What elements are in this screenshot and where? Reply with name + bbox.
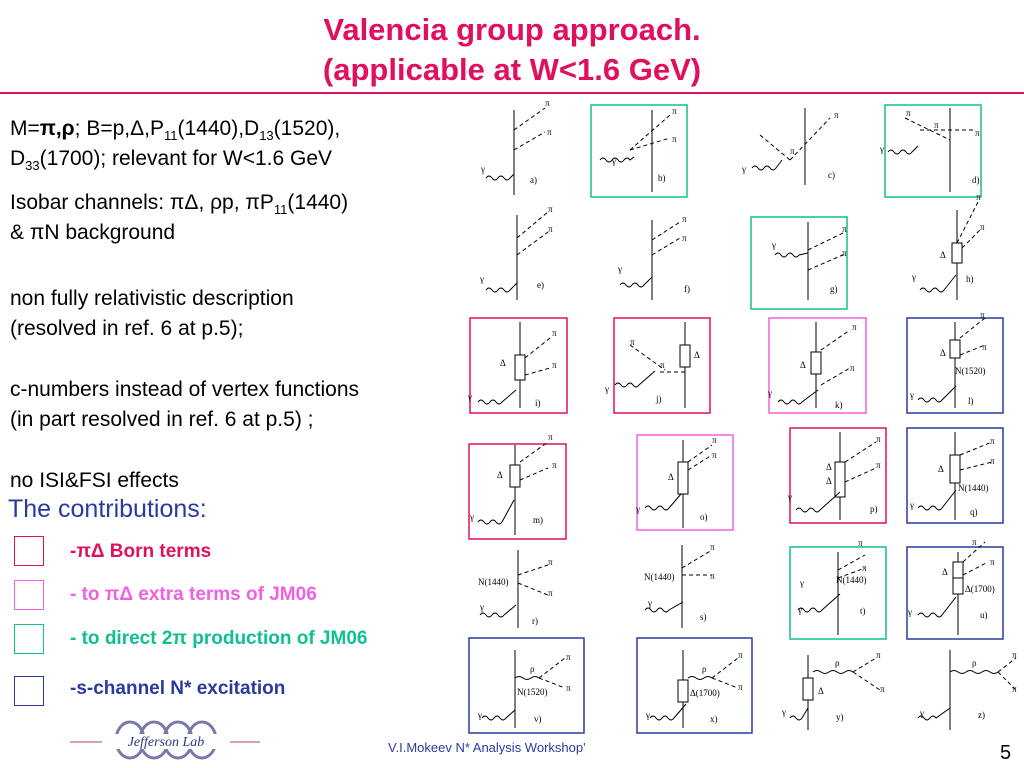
svg-text:l): l) [968, 396, 974, 406]
svg-text:π: π [975, 128, 980, 138]
svg-text:π: π [547, 127, 552, 137]
svg-text:π: π [710, 571, 715, 581]
frame-x [637, 638, 752, 733]
svg-text:π: π [876, 650, 881, 660]
svg-text:π: π [834, 110, 839, 120]
text-line-4: & πN background [10, 221, 176, 244]
svg-text:π: π [862, 563, 867, 573]
diagram-y [781, 650, 885, 730]
svg-text:π: π [738, 650, 743, 660]
svg-text:π: π [850, 363, 855, 373]
svg-text:b): b) [658, 173, 666, 183]
diagram-c [741, 108, 839, 185]
text-line-5: non fully relativistic description [10, 287, 294, 310]
diagram-b [600, 106, 677, 192]
svg-text:N(1520): N(1520) [517, 687, 548, 697]
svg-text:π: π [548, 224, 553, 234]
legend-label-direct: - to direct 2π production of JM06 [70, 628, 368, 649]
svg-text:h): h) [966, 274, 974, 284]
svg-text:g): g) [830, 284, 838, 294]
svg-text:γ: γ [782, 707, 786, 717]
svg-text:γ: γ [912, 272, 916, 282]
svg-text:γ: γ [468, 392, 472, 402]
svg-text:π: π [710, 542, 715, 552]
diagram-v [477, 650, 571, 728]
diagram-s [644, 542, 715, 628]
diagram-f [617, 214, 690, 300]
svg-text:π: π [552, 328, 557, 338]
svg-text:Δ: Δ [826, 462, 832, 472]
text-line-3: Isobar channels: πΔ, ρp, $\pi P_{11}(1440)$ [10, 191, 349, 218]
svg-text:γ: γ [480, 274, 484, 284]
svg-text:Δ: Δ [694, 350, 700, 360]
svg-text:γ: γ [920, 708, 924, 718]
svg-text:N(1440): N(1440) [644, 572, 675, 582]
title-line-1: Valencia group approach. [323, 12, 701, 47]
svg-text:γ: γ [618, 264, 622, 274]
svg-text:γ: γ [910, 390, 914, 400]
title-line-2: (applicable at W<1.6 GeV) [322, 52, 702, 87]
svg-text:γ: γ [910, 500, 914, 510]
diagram-a [480, 98, 552, 195]
svg-text:o): o) [700, 512, 708, 522]
svg-text:u): u) [980, 610, 988, 620]
svg-text:γ: γ [470, 512, 474, 522]
svg-text:t): t) [860, 606, 866, 616]
legend-label-born: -πΔ Born terms [70, 541, 212, 562]
svg-text:γ: γ [481, 164, 485, 174]
svg-text:π: π [548, 588, 553, 598]
svg-text:Δ: Δ [500, 358, 506, 368]
svg-text:π: π [852, 322, 857, 332]
svg-text:π: π [712, 435, 717, 445]
svg-text:π: π [976, 192, 981, 202]
svg-text:π: π [980, 310, 985, 320]
frame-b [591, 105, 687, 197]
diagram-i [467, 322, 557, 408]
svg-text:γ: γ [478, 710, 482, 720]
jefferson-lab-logo [70, 718, 260, 762]
svg-text:Δ: Δ [497, 470, 503, 480]
svg-text:π: π [548, 204, 553, 214]
svg-text:γ: γ [772, 240, 776, 250]
svg-text:N(1440): N(1440) [478, 577, 509, 587]
diagram-r [478, 550, 553, 628]
svg-text:γ: γ [798, 605, 802, 615]
svg-text:γ: γ [612, 156, 616, 166]
svg-text:π: π [790, 146, 795, 156]
svg-text:π: π [990, 557, 995, 567]
diagram-j [604, 322, 700, 408]
svg-text:π: π [1012, 650, 1017, 660]
svg-text:N(1520): N(1520) [955, 366, 986, 376]
legend-label-extra: - to πΔ extra terms of JM06 [70, 584, 317, 605]
diagram-h [911, 192, 985, 300]
svg-text:γ: γ [636, 504, 640, 514]
svg-text:ρ: ρ [835, 658, 840, 668]
svg-text:π: π [682, 214, 687, 224]
frame-d [885, 105, 981, 197]
svg-text:a): a) [530, 175, 537, 185]
svg-text:Δ(1700): Δ(1700) [965, 584, 995, 594]
svg-text:m): m) [533, 515, 543, 525]
svg-text:π: π [545, 98, 550, 108]
svg-text:π: π [876, 460, 881, 470]
svg-text:π: π [906, 108, 911, 118]
svg-text:π: π [972, 537, 977, 547]
diagram-u [907, 537, 995, 635]
svg-text:π: π [548, 557, 553, 567]
svg-text:Δ: Δ [940, 250, 946, 260]
svg-text:γ: γ [742, 164, 746, 174]
svg-text:π: π [672, 134, 677, 144]
contributions-heading: The contributions: [8, 495, 207, 523]
diagram-x [645, 650, 743, 728]
svg-text:π: π [548, 432, 553, 442]
svg-text:d): d) [972, 175, 980, 185]
svg-text:ρ: ρ [972, 658, 977, 668]
svg-text:q): q) [970, 507, 978, 517]
svg-text:s): s) [700, 612, 707, 622]
svg-text:k): k) [835, 400, 843, 410]
svg-text:c): c) [828, 170, 835, 180]
footer-text: V.I.Mokeev N* Analysis Workshop' [388, 740, 586, 755]
svg-text:γ: γ [788, 492, 792, 502]
page-number: 5 [1000, 742, 1012, 764]
diagram-p [787, 432, 881, 520]
svg-text:ρ: ρ [530, 664, 535, 674]
svg-text:π: π [1012, 684, 1017, 694]
svg-text:γ: γ [605, 384, 609, 394]
legend-label-schannel: -s-channel N* excitation [70, 678, 286, 699]
svg-text:π: π [990, 456, 995, 466]
svg-text:π: π [990, 436, 995, 446]
svg-text:π: π [842, 224, 847, 234]
svg-text:N(1440): N(1440) [958, 483, 989, 493]
svg-text:π: π [566, 652, 571, 662]
svg-text:π: π [982, 342, 987, 352]
svg-text:π: π [980, 222, 985, 232]
diagram-l [909, 310, 987, 408]
svg-text:γ: γ [648, 598, 652, 608]
svg-text:π: π [682, 233, 687, 243]
svg-text:Δ: Δ [938, 464, 944, 474]
svg-text:f): f) [684, 284, 690, 294]
svg-text:γ: γ [800, 578, 804, 588]
svg-text:π: π [858, 538, 863, 548]
svg-text:π: π [934, 120, 939, 130]
text-line-8: (in part resolved in ref. 6 at p.5) ; [10, 408, 314, 431]
diagram-t [797, 538, 867, 635]
svg-text:π: π [552, 360, 557, 370]
text-line-2: $D_{33}(1700)$; relevant for W<1.6 GeV [10, 147, 333, 174]
svg-text:z): z) [978, 710, 985, 720]
text-line-9: no ISI&FSI effects [10, 469, 179, 492]
svg-text:Jefferson Lab: Jefferson Lab [127, 735, 205, 750]
svg-text:j): j) [656, 394, 662, 404]
svg-text:π: π [876, 434, 881, 444]
svg-text:p): p) [870, 504, 878, 514]
svg-text:Δ: Δ [800, 360, 806, 370]
svg-text:π: π [738, 682, 743, 692]
svg-text:Δ: Δ [668, 472, 674, 482]
svg-text:γ: γ [908, 607, 912, 617]
svg-text:π: π [672, 106, 677, 116]
svg-text:y): y) [836, 712, 844, 722]
diagram-g [771, 222, 847, 300]
svg-text:e): e) [537, 280, 544, 290]
svg-text:Δ(1700): Δ(1700) [690, 688, 720, 698]
diagram-q [909, 432, 995, 520]
diagram-z [918, 650, 1017, 730]
svg-text:γ: γ [480, 602, 484, 612]
diagram-m [469, 432, 557, 535]
svg-text:x): x) [710, 714, 718, 724]
diagram-k [767, 322, 857, 410]
svg-text:ρ: ρ [702, 664, 707, 674]
frame-m [469, 444, 566, 539]
svg-text:π: π [660, 360, 665, 370]
svg-text:i): i) [535, 398, 541, 408]
diagram-o [635, 435, 717, 528]
svg-text:r): r) [532, 616, 538, 626]
svg-text:Δ: Δ [826, 476, 832, 486]
svg-text:π: π [566, 683, 571, 693]
svg-text:π: π [842, 248, 847, 258]
diagram-e [479, 204, 553, 300]
svg-text:γ: γ [646, 710, 650, 720]
diagram-d [879, 108, 980, 192]
svg-text:γ: γ [880, 144, 884, 154]
svg-text:γ: γ [768, 388, 772, 398]
svg-text:v): v) [534, 714, 542, 724]
svg-text:π: π [880, 684, 885, 694]
text-line-1: M=π,ρ; $B=p,\Delta,P_{11}(1440),D_{13}(1520)$, [10, 117, 341, 144]
text-line-7: c-numbers instead of vertex functions [10, 378, 360, 401]
svg-text:π: π [630, 337, 635, 347]
svg-text:Δ: Δ [940, 348, 946, 358]
svg-text:Δ: Δ [818, 686, 824, 696]
svg-text:π: π [712, 450, 717, 460]
text-line-6: (resolved in ref. 6 at p.5); [10, 317, 244, 340]
svg-text:N(1440): N(1440) [836, 575, 867, 585]
svg-text:Δ: Δ [942, 567, 948, 577]
frame-g [751, 217, 847, 309]
svg-text:π: π [552, 460, 557, 470]
